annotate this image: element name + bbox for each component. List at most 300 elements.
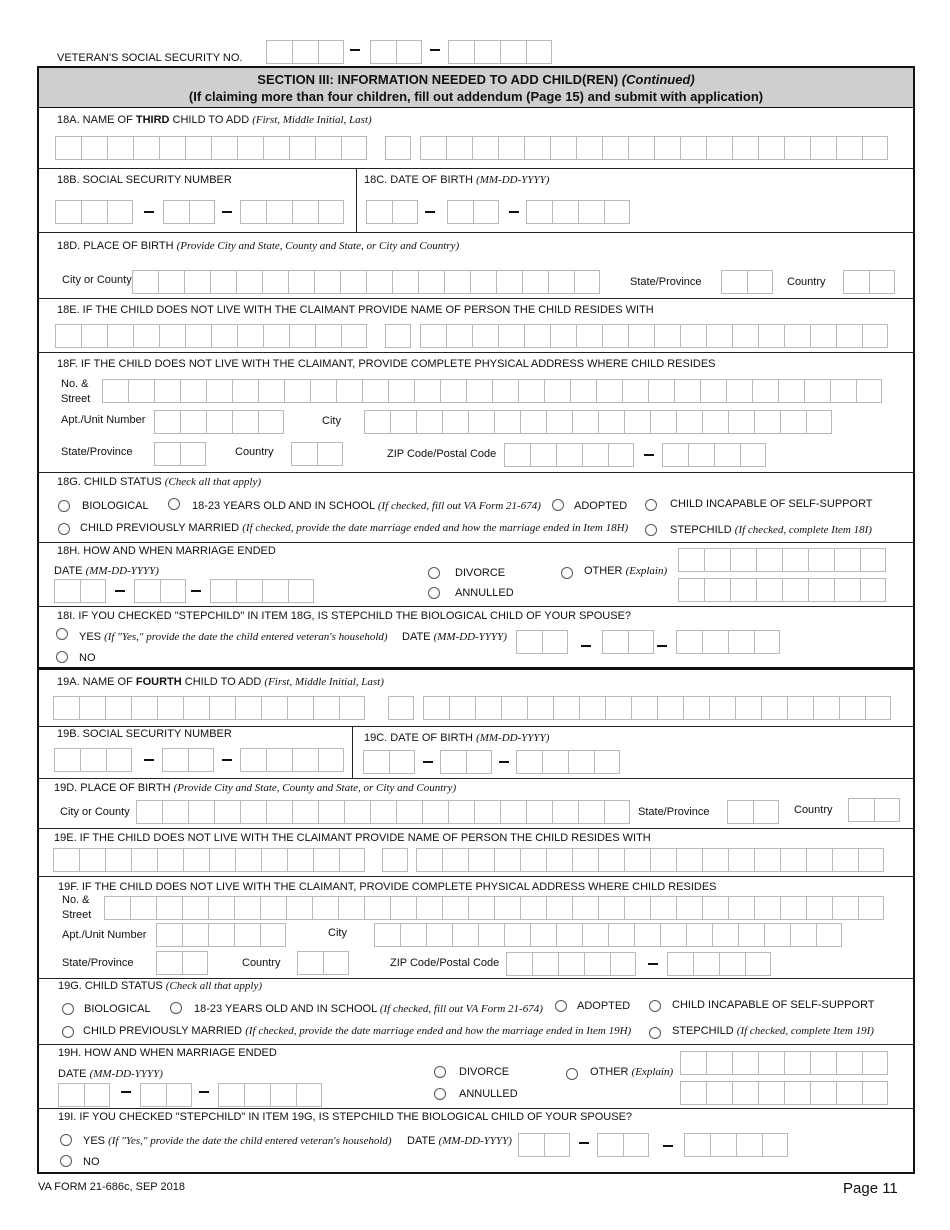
input-box-cell[interactable]	[81, 324, 107, 348]
child4-marriage-day[interactable]	[140, 1083, 192, 1107]
input-box-cell[interactable]	[704, 578, 730, 602]
child4-adopted-radio[interactable]	[555, 1000, 567, 1012]
input-box-cell[interactable]	[313, 848, 339, 872]
input-box-cell[interactable]	[474, 40, 500, 64]
input-box-cell[interactable]	[468, 896, 494, 920]
input-box-cell[interactable]	[542, 750, 568, 774]
child3-zip[interactable]	[504, 443, 634, 467]
input-box-cell[interactable]	[340, 270, 366, 294]
child3-pob-city[interactable]	[132, 270, 600, 294]
input-box-cell[interactable]	[156, 951, 182, 975]
input-box-cell[interactable]	[874, 798, 900, 822]
input-box-cell[interactable]	[860, 548, 886, 572]
input-box-cell[interactable]	[568, 750, 594, 774]
input-box-cell[interactable]	[500, 800, 526, 824]
input-box-cell[interactable]	[678, 578, 704, 602]
child3-biological-radio[interactable]	[58, 500, 70, 512]
input-box-cell[interactable]	[608, 443, 634, 467]
input-box-cell[interactable]	[610, 952, 636, 976]
input-box-cell[interactable]	[472, 136, 498, 160]
child4-city[interactable]	[374, 923, 842, 947]
child4-resides-last[interactable]	[416, 848, 884, 872]
child4-school-radio[interactable]	[170, 1002, 182, 1014]
input-box-cell[interactable]	[440, 379, 466, 403]
input-box-cell[interactable]	[163, 200, 189, 224]
input-box-cell[interactable]	[206, 379, 232, 403]
input-box-cell[interactable]	[80, 748, 106, 772]
input-box-cell[interactable]	[382, 848, 408, 872]
input-box-cell[interactable]	[706, 1081, 732, 1105]
child4-marriage-year[interactable]	[218, 1083, 322, 1107]
input-box-cell[interactable]	[584, 952, 610, 976]
input-box-cell[interactable]	[156, 896, 182, 920]
input-box-cell[interactable]	[680, 1051, 706, 1075]
input-box-cell[interactable]	[362, 379, 388, 403]
input-box-cell[interactable]	[628, 324, 654, 348]
input-box-cell[interactable]	[442, 410, 468, 434]
input-box-cell[interactable]	[522, 270, 548, 294]
child4-step-no-radio[interactable]	[60, 1155, 72, 1167]
input-box-cell[interactable]	[546, 410, 572, 434]
input-box-cell[interactable]	[784, 1081, 810, 1105]
input-box-cell[interactable]	[423, 696, 449, 720]
child3-prev-married-radio[interactable]	[58, 523, 70, 535]
child3-step-month[interactable]	[516, 630, 568, 654]
input-box-cell[interactable]	[524, 324, 550, 348]
input-box-cell[interactable]	[780, 410, 806, 434]
input-box-cell[interactable]	[598, 848, 624, 872]
input-box-cell[interactable]	[206, 410, 232, 434]
input-box-cell[interactable]	[597, 1133, 623, 1157]
child3-zip-ext[interactable]	[662, 443, 766, 467]
input-box-cell[interactable]	[154, 410, 180, 434]
input-box-cell[interactable]	[188, 748, 214, 772]
input-box-cell[interactable]	[314, 270, 340, 294]
input-box-cell[interactable]	[310, 379, 336, 403]
child3-dob-day[interactable]	[447, 200, 499, 224]
input-box-cell[interactable]	[55, 136, 81, 160]
input-box-cell[interactable]	[81, 200, 107, 224]
input-box-cell[interactable]	[262, 579, 288, 603]
input-box-cell[interactable]	[211, 324, 237, 348]
input-box-cell[interactable]	[662, 443, 688, 467]
input-box-cell[interactable]	[702, 848, 728, 872]
input-box-cell[interactable]	[157, 848, 183, 872]
input-box-cell[interactable]	[392, 270, 418, 294]
input-box-cell[interactable]	[778, 379, 804, 403]
input-box-cell[interactable]	[736, 1133, 762, 1157]
input-box-cell[interactable]	[385, 136, 411, 160]
input-box-cell[interactable]	[544, 1133, 570, 1157]
input-box-cell[interactable]	[154, 379, 180, 403]
child3-step-yes-radio[interactable]	[56, 628, 68, 640]
input-box-cell[interactable]	[574, 270, 600, 294]
child4-resides-middle[interactable]	[382, 848, 408, 872]
input-box-cell[interactable]	[604, 800, 630, 824]
input-box-cell[interactable]	[784, 1051, 810, 1075]
input-box-cell[interactable]	[732, 1081, 758, 1105]
input-box-cell[interactable]	[790, 923, 816, 947]
input-box-cell[interactable]	[236, 270, 262, 294]
input-box-cell[interactable]	[297, 951, 323, 975]
input-box-cell[interactable]	[552, 200, 578, 224]
input-box-cell[interactable]	[261, 696, 287, 720]
input-box-cell[interactable]	[546, 848, 572, 872]
input-box-cell[interactable]	[526, 200, 552, 224]
child4-pob-city[interactable]	[136, 800, 630, 824]
input-box-cell[interactable]	[234, 923, 260, 947]
input-box-cell[interactable]	[313, 696, 339, 720]
input-box-cell[interactable]	[185, 324, 211, 348]
input-box-cell[interactable]	[182, 923, 208, 947]
input-box-cell[interactable]	[516, 750, 542, 774]
input-box-cell[interactable]	[500, 40, 526, 64]
input-box-cell[interactable]	[712, 923, 738, 947]
child3-first-name[interactable]	[55, 136, 367, 160]
input-box-cell[interactable]	[315, 136, 341, 160]
input-box-cell[interactable]	[189, 200, 215, 224]
input-box-cell[interactable]	[530, 923, 556, 947]
child4-incapable-radio[interactable]	[649, 1000, 661, 1012]
input-box-cell[interactable]	[758, 324, 784, 348]
input-box-cell[interactable]	[550, 136, 576, 160]
input-box-cell[interactable]	[684, 1133, 710, 1157]
child3-ssn-part2[interactable]	[163, 200, 215, 224]
child3-annulled-radio[interactable]	[428, 587, 440, 599]
input-box-cell[interactable]	[289, 324, 315, 348]
input-box-cell[interactable]	[55, 324, 81, 348]
input-box-cell[interactable]	[448, 800, 474, 824]
input-box-cell[interactable]	[494, 896, 520, 920]
input-box-cell[interactable]	[520, 848, 546, 872]
input-box-cell[interactable]	[738, 923, 764, 947]
child4-ssn-part1[interactable]	[54, 748, 132, 772]
input-box-cell[interactable]	[735, 696, 761, 720]
input-box-cell[interactable]	[494, 848, 520, 872]
child4-resides-first[interactable]	[53, 848, 365, 872]
child3-incapable-radio[interactable]	[645, 499, 657, 511]
input-box-cell[interactable]	[55, 200, 81, 224]
input-box-cell[interactable]	[816, 923, 842, 947]
input-box-cell[interactable]	[157, 696, 183, 720]
input-box-cell[interactable]	[869, 270, 895, 294]
input-box-cell[interactable]	[318, 40, 344, 64]
input-box-cell[interactable]	[128, 379, 154, 403]
input-box-cell[interactable]	[578, 200, 604, 224]
child4-step-month[interactable]	[518, 1133, 570, 1157]
child4-step-yes-radio[interactable]	[60, 1134, 72, 1146]
input-box-cell[interactable]	[104, 896, 130, 920]
input-box-cell[interactable]	[753, 800, 779, 824]
child3-address-country[interactable]	[291, 442, 343, 466]
input-box-cell[interactable]	[263, 136, 289, 160]
input-box-cell[interactable]	[501, 696, 527, 720]
child3-pob-state[interactable]	[721, 270, 773, 294]
child3-last-name[interactable]	[420, 136, 888, 160]
child4-first-name[interactable]	[53, 696, 365, 720]
input-box-cell[interactable]	[754, 410, 780, 434]
input-box-cell[interactable]	[650, 896, 676, 920]
child3-other-line1[interactable]	[678, 548, 886, 572]
input-box-cell[interactable]	[498, 324, 524, 348]
input-box-cell[interactable]	[700, 379, 726, 403]
child4-other-line1[interactable]	[680, 1051, 888, 1075]
child4-marriage-month[interactable]	[58, 1083, 110, 1107]
child3-marriage-day[interactable]	[134, 579, 186, 603]
input-box-cell[interactable]	[466, 379, 492, 403]
input-box-cell[interactable]	[344, 800, 370, 824]
input-box-cell[interactable]	[862, 324, 888, 348]
input-box-cell[interactable]	[813, 696, 839, 720]
child4-ssn-part3[interactable]	[240, 748, 344, 772]
input-box-cell[interactable]	[496, 270, 522, 294]
input-box-cell[interactable]	[363, 750, 389, 774]
input-box-cell[interactable]	[648, 379, 674, 403]
input-box-cell[interactable]	[474, 800, 500, 824]
input-box-cell[interactable]	[158, 270, 184, 294]
input-box-cell[interactable]	[526, 40, 552, 64]
input-box-cell[interactable]	[420, 324, 446, 348]
child4-zip-ext[interactable]	[667, 952, 771, 976]
input-box-cell[interactable]	[579, 696, 605, 720]
input-box-cell[interactable]	[235, 696, 261, 720]
input-box-cell[interactable]	[830, 379, 856, 403]
input-box-cell[interactable]	[262, 270, 288, 294]
input-box-cell[interactable]	[780, 896, 806, 920]
input-box-cell[interactable]	[546, 896, 572, 920]
child3-middle-initial[interactable]	[385, 136, 411, 160]
input-box-cell[interactable]	[374, 923, 400, 947]
input-box-cell[interactable]	[136, 800, 162, 824]
input-box-cell[interactable]	[702, 630, 728, 654]
input-box-cell[interactable]	[266, 800, 292, 824]
veteran-ssn-part2[interactable]	[370, 40, 422, 64]
input-box-cell[interactable]	[132, 270, 158, 294]
input-box-cell[interactable]	[244, 1083, 270, 1107]
input-box-cell[interactable]	[133, 136, 159, 160]
input-box-cell[interactable]	[131, 848, 157, 872]
input-box-cell[interactable]	[210, 579, 236, 603]
child3-other-line2[interactable]	[678, 578, 886, 602]
input-box-cell[interactable]	[572, 848, 598, 872]
input-box-cell[interactable]	[106, 748, 132, 772]
input-box-cell[interactable]	[448, 40, 474, 64]
input-box-cell[interactable]	[296, 1083, 322, 1107]
input-box-cell[interactable]	[414, 379, 440, 403]
input-box-cell[interactable]	[524, 136, 550, 160]
input-box-cell[interactable]	[758, 1051, 784, 1075]
child3-city[interactable]	[364, 410, 832, 434]
input-box-cell[interactable]	[366, 200, 392, 224]
input-box-cell[interactable]	[674, 379, 700, 403]
input-box-cell[interactable]	[54, 579, 80, 603]
input-box-cell[interactable]	[728, 896, 754, 920]
child4-prev-married-radio[interactable]	[62, 1026, 74, 1038]
input-box-cell[interactable]	[396, 800, 422, 824]
input-box-cell[interactable]	[400, 923, 426, 947]
input-box-cell[interactable]	[865, 696, 891, 720]
input-box-cell[interactable]	[732, 136, 758, 160]
input-box-cell[interactable]	[624, 896, 650, 920]
input-box-cell[interactable]	[258, 410, 284, 434]
input-box-cell[interactable]	[862, 1081, 888, 1105]
child3-resides-last[interactable]	[420, 324, 888, 348]
input-box-cell[interactable]	[318, 800, 344, 824]
input-box-cell[interactable]	[754, 848, 780, 872]
input-box-cell[interactable]	[582, 443, 608, 467]
input-box-cell[interactable]	[185, 136, 211, 160]
input-box-cell[interactable]	[667, 952, 693, 976]
input-box-cell[interactable]	[385, 324, 411, 348]
input-box-cell[interactable]	[732, 324, 758, 348]
input-box-cell[interactable]	[444, 270, 470, 294]
input-box-cell[interactable]	[341, 324, 367, 348]
child3-other-radio[interactable]	[561, 567, 573, 579]
input-box-cell[interactable]	[762, 1133, 788, 1157]
input-box-cell[interactable]	[808, 548, 834, 572]
input-box-cell[interactable]	[550, 324, 576, 348]
input-box-cell[interactable]	[836, 136, 862, 160]
input-box-cell[interactable]	[105, 696, 131, 720]
input-box-cell[interactable]	[466, 750, 492, 774]
input-box-cell[interactable]	[518, 1133, 544, 1157]
input-box-cell[interactable]	[292, 200, 318, 224]
input-box-cell[interactable]	[240, 748, 266, 772]
input-box-cell[interactable]	[422, 800, 448, 824]
input-box-cell[interactable]	[388, 696, 414, 720]
input-box-cell[interactable]	[134, 579, 160, 603]
input-box-cell[interactable]	[804, 379, 830, 403]
child4-step-day[interactable]	[597, 1133, 649, 1157]
input-box-cell[interactable]	[784, 324, 810, 348]
input-box-cell[interactable]	[420, 136, 446, 160]
input-box-cell[interactable]	[492, 379, 518, 403]
input-box-cell[interactable]	[836, 324, 862, 348]
input-box-cell[interactable]	[263, 324, 289, 348]
input-box-cell[interactable]	[341, 136, 367, 160]
input-box-cell[interactable]	[862, 136, 888, 160]
input-box-cell[interactable]	[532, 952, 558, 976]
input-box-cell[interactable]	[862, 1051, 888, 1075]
input-box-cell[interactable]	[426, 923, 452, 947]
input-box-cell[interactable]	[449, 696, 475, 720]
input-box-cell[interactable]	[623, 1133, 649, 1157]
input-box-cell[interactable]	[470, 270, 496, 294]
child3-ssn-part3[interactable]	[240, 200, 344, 224]
input-box-cell[interactable]	[390, 896, 416, 920]
input-box-cell[interactable]	[754, 896, 780, 920]
child4-stepchild-radio[interactable]	[649, 1027, 661, 1039]
input-box-cell[interactable]	[234, 896, 260, 920]
input-box-cell[interactable]	[160, 579, 186, 603]
input-box-cell[interactable]	[209, 696, 235, 720]
input-box-cell[interactable]	[270, 1083, 296, 1107]
input-box-cell[interactable]	[758, 1081, 784, 1105]
input-box-cell[interactable]	[860, 578, 886, 602]
input-box-cell[interactable]	[504, 923, 530, 947]
input-box-cell[interactable]	[730, 548, 756, 572]
input-box-cell[interactable]	[364, 896, 390, 920]
veteran-ssn-part3[interactable]	[448, 40, 552, 64]
input-box-cell[interactable]	[446, 324, 472, 348]
child3-resides-middle[interactable]	[385, 324, 411, 348]
input-box-cell[interactable]	[232, 410, 258, 434]
input-box-cell[interactable]	[754, 630, 780, 654]
input-box-cell[interactable]	[582, 923, 608, 947]
child4-annulled-radio[interactable]	[434, 1088, 446, 1100]
input-box-cell[interactable]	[836, 1081, 862, 1105]
input-box-cell[interactable]	[680, 1081, 706, 1105]
child3-address-state[interactable]	[154, 442, 206, 466]
child3-step-no-radio[interactable]	[56, 651, 68, 663]
child3-step-year[interactable]	[676, 630, 780, 654]
input-box-cell[interactable]	[211, 136, 237, 160]
input-box-cell[interactable]	[506, 952, 532, 976]
input-box-cell[interactable]	[261, 848, 287, 872]
input-box-cell[interactable]	[416, 848, 442, 872]
input-box-cell[interactable]	[709, 696, 735, 720]
input-box-cell[interactable]	[654, 136, 680, 160]
input-box-cell[interactable]	[806, 848, 832, 872]
input-box-cell[interactable]	[475, 696, 501, 720]
input-box-cell[interactable]	[710, 1133, 736, 1157]
input-box-cell[interactable]	[312, 896, 338, 920]
input-box-cell[interactable]	[520, 896, 546, 920]
input-box-cell[interactable]	[266, 200, 292, 224]
input-box-cell[interactable]	[634, 923, 660, 947]
child4-address-country[interactable]	[297, 951, 349, 975]
input-box-cell[interactable]	[624, 848, 650, 872]
input-box-cell[interactable]	[654, 324, 680, 348]
child3-school-radio[interactable]	[168, 498, 180, 510]
input-box-cell[interactable]	[442, 896, 468, 920]
child4-apt[interactable]	[156, 923, 286, 947]
input-box-cell[interactable]	[726, 379, 752, 403]
input-box-cell[interactable]	[810, 1081, 836, 1105]
input-box-cell[interactable]	[520, 410, 546, 434]
input-box-cell[interactable]	[159, 324, 185, 348]
input-box-cell[interactable]	[624, 410, 650, 434]
input-box-cell[interactable]	[317, 442, 343, 466]
input-box-cell[interactable]	[130, 896, 156, 920]
input-box-cell[interactable]	[576, 136, 602, 160]
input-box-cell[interactable]	[473, 200, 499, 224]
input-box-cell[interactable]	[140, 1083, 166, 1107]
input-box-cell[interactable]	[339, 696, 365, 720]
input-box-cell[interactable]	[339, 848, 365, 872]
input-box-cell[interactable]	[182, 896, 208, 920]
input-box-cell[interactable]	[291, 442, 317, 466]
input-box-cell[interactable]	[680, 136, 706, 160]
input-box-cell[interactable]	[184, 270, 210, 294]
input-box-cell[interactable]	[452, 923, 478, 947]
child3-ssn-part1[interactable]	[55, 200, 133, 224]
input-box-cell[interactable]	[388, 379, 414, 403]
child4-middle-initial[interactable]	[388, 696, 414, 720]
input-box-cell[interactable]	[232, 379, 258, 403]
input-box-cell[interactable]	[806, 896, 832, 920]
input-box-cell[interactable]	[180, 379, 206, 403]
input-box-cell[interactable]	[237, 324, 263, 348]
child4-dob-year[interactable]	[516, 750, 620, 774]
input-box-cell[interactable]	[594, 750, 620, 774]
child4-other-radio[interactable]	[566, 1068, 578, 1080]
input-box-cell[interactable]	[208, 923, 234, 947]
child4-biological-radio[interactable]	[62, 1003, 74, 1015]
input-box-cell[interactable]	[209, 848, 235, 872]
input-box-cell[interactable]	[396, 40, 422, 64]
child4-dob-month[interactable]	[363, 750, 415, 774]
